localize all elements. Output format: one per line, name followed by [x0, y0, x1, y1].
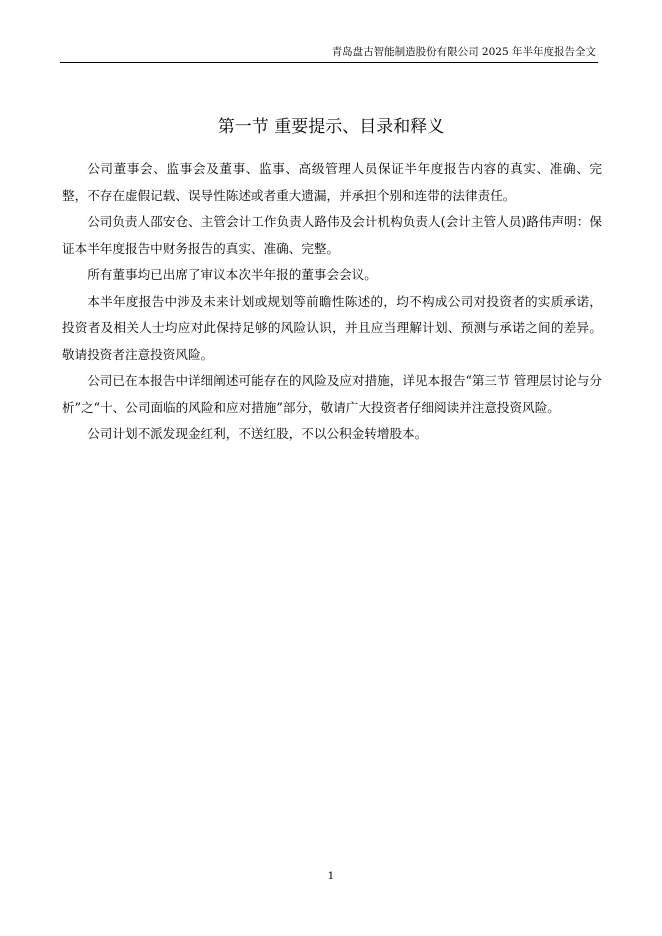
paragraph-risk-disclosure: 公司已在本报告中详细阐述可能存在的风险及应对措施，详见本报告“第三节 管理层讨论与分析”之“十、公司面临的风险和应对措施”部分，敬请广大投资者仔细阅读并注意投资风险。: [62, 373, 602, 415]
important-notice-body: [62, 156, 602, 448]
paragraph-dividend-plan: 公司计划不派发现金红利，不送红股，不以公积金转增股本。: [87, 426, 428, 441]
page-header: [60, 44, 598, 63]
header-company-report-title: 青岛盘古智能制造股份有限公司 2025 年半年度报告全文: [331, 46, 596, 58]
page-number: 1: [327, 870, 335, 882]
paragraph-director-attendance: 所有董事均已出席了审议本次半年报的董事会会议。: [87, 267, 377, 282]
paragraph-financial-statement-declaration: 公司负责人邵安仓、主管会计工作负责人路伟及会计机构负责人(会计主管人员)路伟声明：保证本半年度报告中财务报告的真实、准确、完整。: [62, 214, 602, 256]
section-title: 第一节 重要提示、目录和释义: [217, 117, 445, 137]
paragraph-forward-looking-statement: 本半年度报告中涉及未来计划或规划等前瞻性陈述的，均不构成公司对投资者的实质承诺，投资者及相关人士均应对此保持足够的风险认识，并且应当理解计划、预测与承诺之间的差异。敬请投资者注意投资风险。: [62, 293, 602, 362]
paragraph-board-guarantee: 公司董事会、监事会及董事、监事、高级管理人员保证半年度报告内容的真实、准确、完整，不存在虚假记载、误导性陈述或者重大遗漏，并承担个别和连带的法律责任。: [62, 161, 602, 203]
